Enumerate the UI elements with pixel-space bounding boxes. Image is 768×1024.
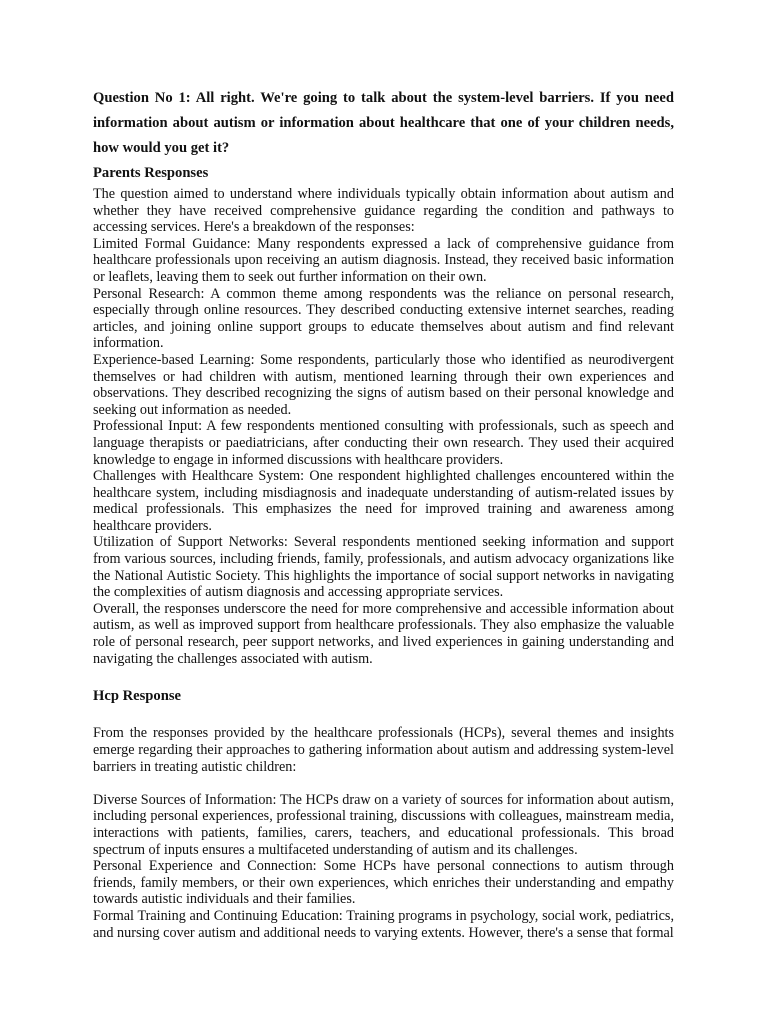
parents-paragraph: Challenges with Healthcare System: One respondent highlighted challenges encountered within the healthcare system, including misdiagnosis and inadequate understanding of autism-related issues by medical professionals. This emphasizes the need for improved training and awareness among healthcare providers. [93,468,674,534]
parents-paragraph: Limited Formal Guidance: Many respondents expressed a lack of comprehensive guidance from healthcare professionals upon receiving an autism diagnosis. Instead, they received basic information or leaflets, leaving them to seek out further information on their own. [93,235,674,285]
hcp-paragraph: Formal Training and Continuing Education: Training programs in psychology, social work, pediatrics, and nursing cover autism and additional needs to varying extents. However, there's a sense that formal [93,907,674,941]
spacer [93,709,674,726]
hcp-paragraph: Personal Experience and Connection: Some HCPs have personal connections to autism through friends, family members, or their own experiences, which enriches their understanding and empathy towards autistic individuals and their families. [93,858,674,908]
question-heading: Question No 1: All right. We're going to talk about the system-level barriers. If you need information about autism or information about healthcare that one of your children needs, how would you get it? [93,90,674,156]
parents-paragraph: The question aimed to understand where individuals typically obtain information about autism and whether they have received comprehensive guidance regarding the condition and pathways to accessing services. Here's a breakdown of the responses: [93,186,674,236]
spacer [93,667,674,684]
parents-paragraph: Professional Input: A few respondents mentioned consulting with professionals, such as speech and language therapists or paediatricians, after conducting their own research. They used their acquired knowledge to engage in informed discussions with healthcare providers. [93,418,674,468]
document-content [93,86,674,941]
parents-paragraph: Personal Research: A common theme among respondents was the reliance on personal research, especially through online resources. They described conducting extensive internet searches, reading articles, and joining online support groups to educate themselves about autism and find relevant information. [93,285,674,352]
parents-paragraph: Overall, the responses underscore the need for more comprehensive and accessible information about autism, as well as improved support from healthcare professionals. They also emphasize the valuable role of personal research, peer support networks, and lived experiences in gaining understanding and navigating the challenges associated with autism. [93,600,674,667]
parents-responses-heading: Parents Responses [93,165,209,181]
hcp-response-heading: Hcp Response [93,687,181,704]
parents-paragraph: Utilization of Support Networks: Several respondents mentioned seeking information and support from various sources, including friends, family, professionals, and autism advocacy organizations like the National Autistic Society. This highlights the importance of social support networks in navigating the complexities of autism diagnosis and accessing appropriate services. [93,534,674,601]
hcp-intro-paragraph: From the responses provided by the healthcare professionals (HCPs), several themes and insights emerge regarding their approaches to gathering information about autism and addressing system-level barriers in treating autistic children: [93,725,674,775]
parents-paragraph: Experience-based Learning: Some respondents, particularly those who identified as neurodivergent themselves or had children with autism, mentioned learning through their own experiences and observations. They described recognizing the signs of autism based on their personal knowledge and seeking out information as needed. [93,351,674,418]
spacer [93,775,674,792]
hcp-paragraph: Diverse Sources of Information: The HCPs draw on a variety of sources for information about autism, including personal experiences, professional training, discussions with colleagues, mainstream media, interactions with patients, families, carers, teachers, and educational professionals. This broad spectrum of inputs ensures a multifaceted understanding of autism and its challenges. [93,791,674,858]
